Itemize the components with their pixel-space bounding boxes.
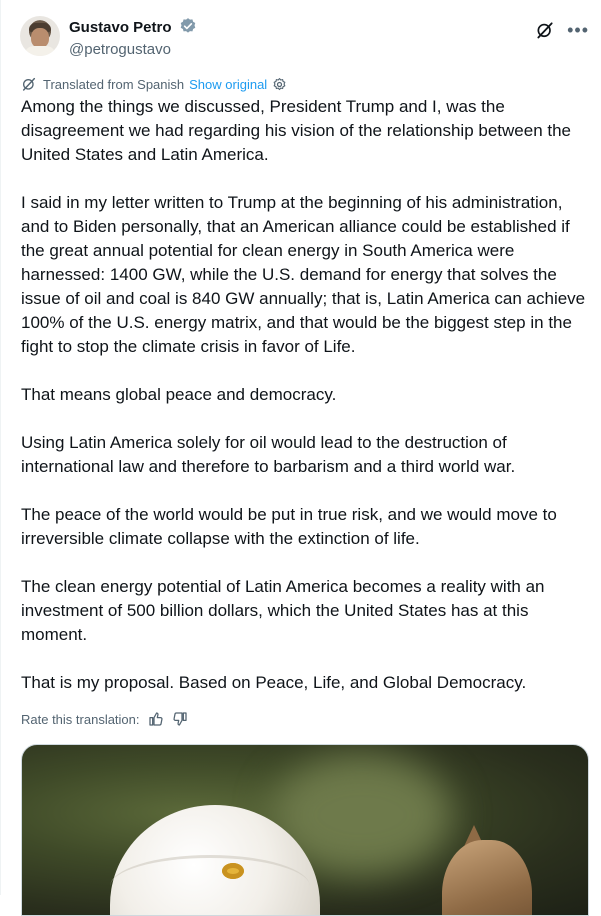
avatar[interactable] (20, 16, 60, 56)
tweet-paragraph: Using Latin America solely for oil would lead to the destruction of international law and therefore to barbarism and a third world war. (21, 433, 516, 476)
tweet-media-image[interactable] (21, 744, 589, 916)
thumbs-down-icon[interactable] (172, 711, 188, 727)
rate-translation-label: Rate this translation: (21, 711, 140, 727)
tweet-text (21, 95, 591, 719)
timeline-divider (0, 0, 1, 895)
grok-icon[interactable] (535, 20, 555, 40)
show-original-link[interactable]: Show original (189, 76, 268, 92)
author-block[interactable] (69, 17, 197, 60)
verified-badge-icon[interactable] (179, 17, 197, 40)
author-display-name[interactable]: Gustavo Petro (69, 19, 172, 36)
thumbs-up-icon[interactable] (148, 711, 164, 727)
tweet-paragraph: That means global peace and democracy. (21, 385, 337, 404)
author-handle[interactable]: @petrogustavo (69, 41, 171, 58)
tweet-paragraph: That is my proposal. Based on Peace, Life, and Global Democracy. (21, 673, 527, 692)
tweet-paragraph: The peace of the world would be put in true risk, and we would move to irreversible climate collapse with the extinction of life. (21, 505, 557, 548)
tweet-paragraph: The clean energy potential of Latin America becomes a reality with an investment of 500 billion dollars, which the United States has at this moment. (21, 577, 545, 644)
tweet-header (20, 16, 589, 60)
grok-icon (21, 76, 37, 92)
tweet-paragraph: I said in my letter written to Trump at the beginning of his administration, and to Biden personally, that an American alliance could be established if the great annual potential for clean energy in South America were harnessed: 1400 GW, while the U.S. demand for energy that solves the issue of oil and coal is 840 GW annually; that is, Latin America can achieve 100% of the U.S. energy matrix, and that would be the biggest step in the fight to stop the climate crisis in favor of Life. (21, 193, 586, 356)
translation-bar (21, 75, 287, 93)
more-icon[interactable]: ••• (567, 20, 589, 40)
rate-translation (21, 709, 188, 729)
tweet-paragraph: Among the things we discussed, President Trump and I, was the disagreement we had regarding his vision of the relationship between the United States and Latin America. (21, 97, 572, 164)
translated-label: Translated from Spanish (43, 76, 185, 92)
gear-icon[interactable] (272, 77, 287, 92)
